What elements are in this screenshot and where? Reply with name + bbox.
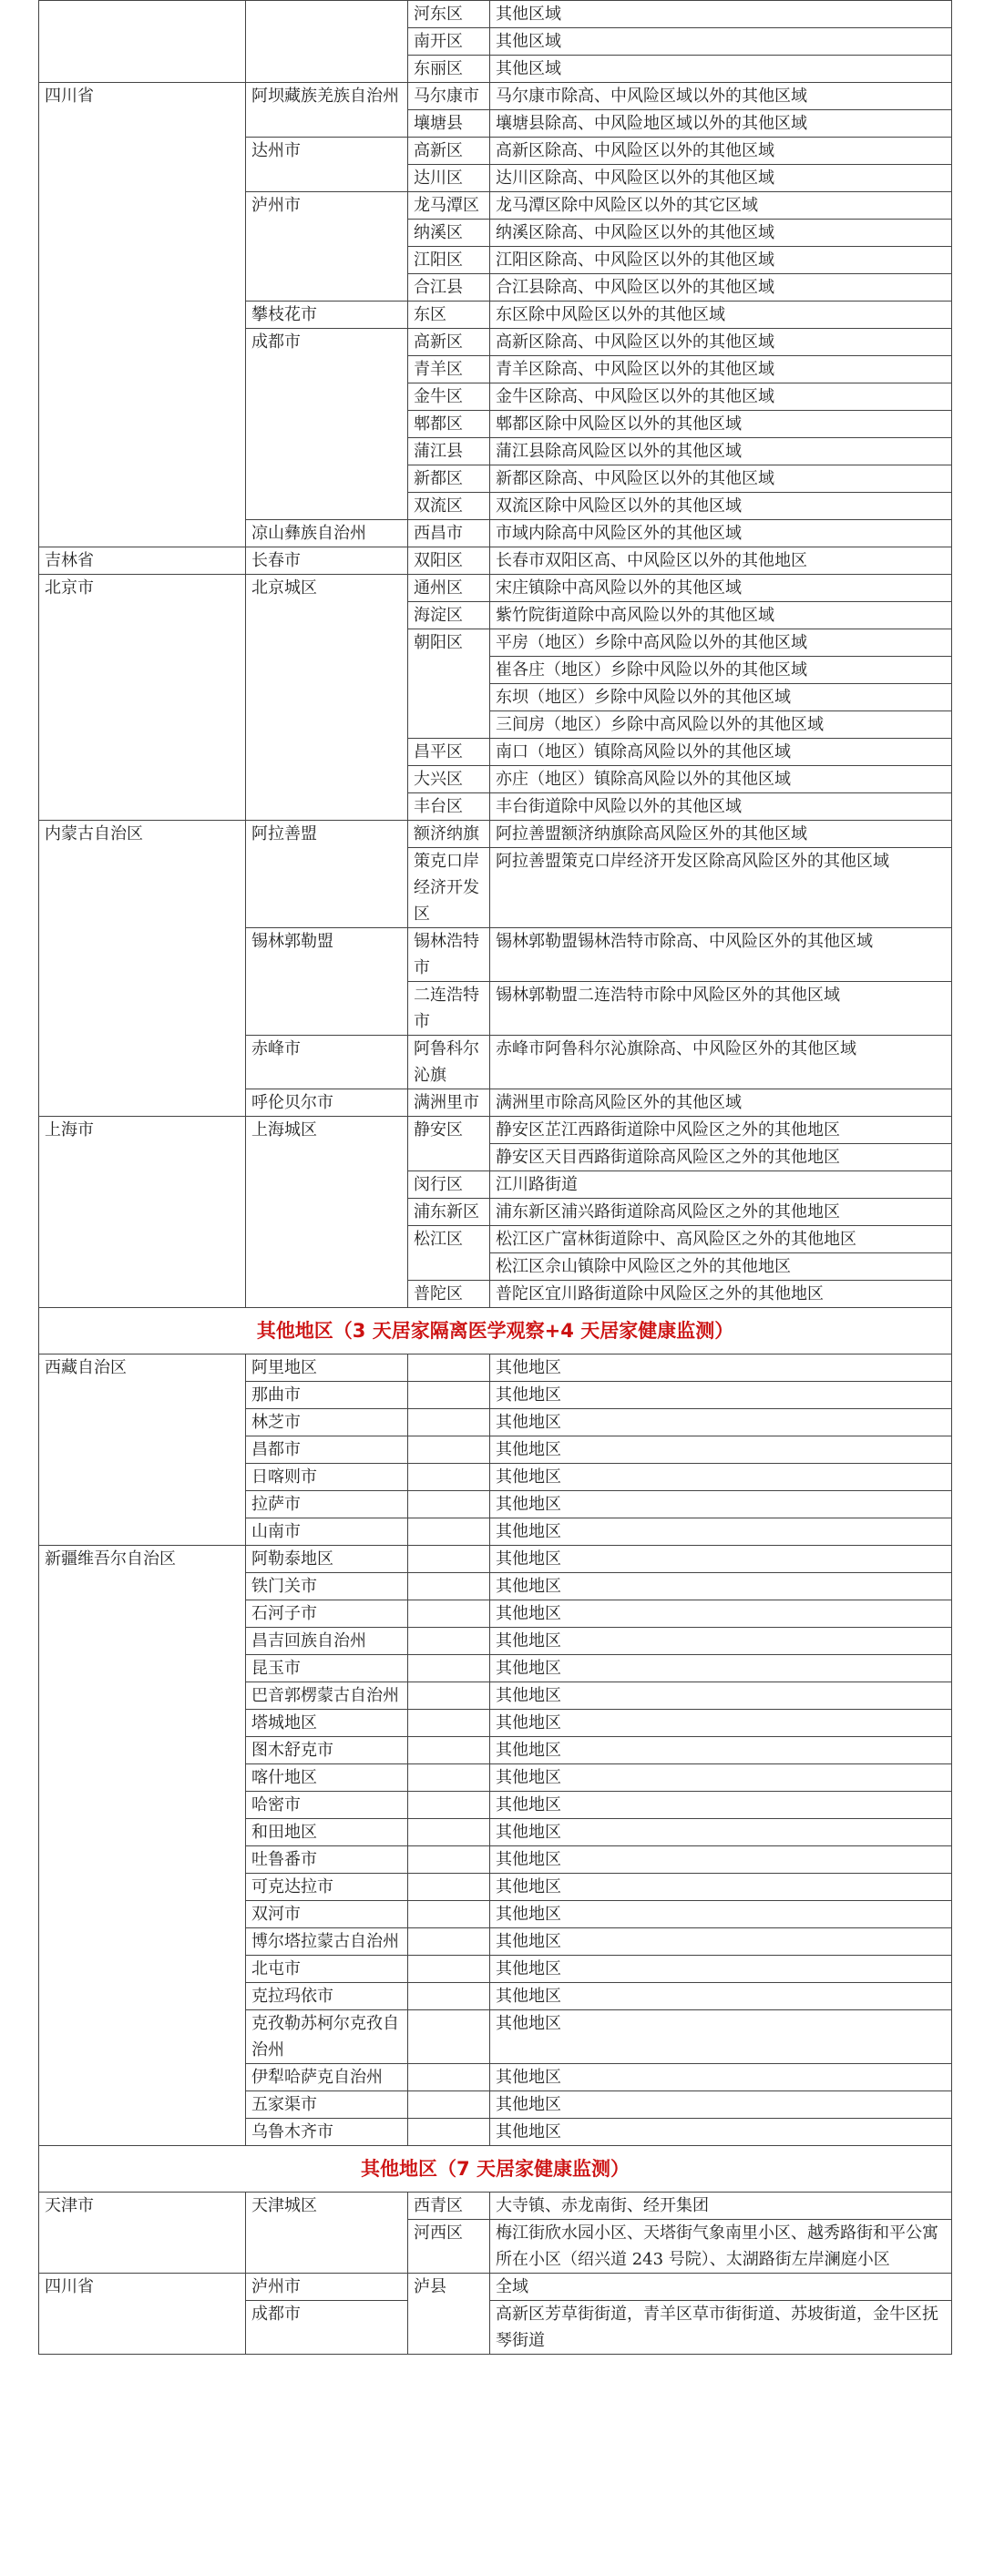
table-row — [39, 1546, 952, 1573]
district-cell: 江阳区 — [408, 247, 490, 274]
table-row — [39, 2274, 952, 2301]
city-cell: 铁门关市 — [246, 1573, 408, 1600]
area-description-cell: 梅江街欣水园小区、天塔街气象南里小区、越秀路街和平公寓所在小区（绍兴道 243 号院）、太湖路街左岸澜庭小区 — [490, 2220, 952, 2274]
table-part-3 — [39, 2193, 952, 2355]
province-cell: 内蒙古自治区 — [39, 821, 246, 1117]
district-cell: 大兴区 — [408, 766, 490, 793]
section-header-2-group — [39, 1308, 952, 1354]
district-cell: 通州区 — [408, 575, 490, 602]
area-description-cell: 普陀区宜川路街道除中风险区之外的其他地区 — [490, 1281, 952, 1308]
area-description-cell: 纳溪区除高、中风险区以外的其他区域 — [490, 220, 952, 247]
area-description-cell: 其他地区 — [490, 1819, 952, 1846]
city-cell: 达州市 — [246, 138, 408, 192]
city-cell: 成都市 — [246, 2301, 408, 2355]
area-description-cell: 丰台街道除中风险以外的其他区域 — [490, 793, 952, 821]
area-description-cell: 其他区域 — [490, 28, 952, 56]
district-cell: 龙马潭区 — [408, 192, 490, 220]
city-cell: 昌吉回族自治州 — [246, 1628, 408, 1655]
area-description-cell: 其他地区 — [490, 1682, 952, 1710]
province-cell: 四川省 — [39, 83, 246, 547]
area-description-cell: 其他地区 — [490, 1546, 952, 1573]
area-description-cell: 其他区域 — [490, 56, 952, 83]
area-description-cell: 高新区除高、中风险区以外的其他区域 — [490, 138, 952, 165]
district-cell — [408, 1600, 490, 1628]
area-description-cell: 赤峰市阿鲁科尔沁旗除高、中风险区外的其他区域 — [490, 1036, 952, 1089]
province-cell: 四川省 — [39, 2274, 246, 2355]
city-cell: 和田地区 — [246, 1819, 408, 1846]
area-description-cell: 其他地区 — [490, 1354, 952, 1382]
district-cell: 壤塘县 — [408, 110, 490, 138]
city-cell: 泸州市 — [246, 192, 408, 302]
region-table — [38, 0, 952, 2355]
district-cell — [408, 1682, 490, 1710]
section-header-row — [39, 1308, 952, 1354]
area-description-cell: 达川区除高、中风险区以外的其他区域 — [490, 165, 952, 192]
area-description-cell: 其他地区 — [490, 1737, 952, 1764]
area-description-cell: 浦东新区浦兴路街道除高风险区之外的其他地区 — [490, 1199, 952, 1226]
district-cell — [408, 1737, 490, 1764]
section-header-7day: 其他地区（7 天居家健康监测） — [39, 2146, 952, 2193]
district-cell — [408, 1846, 490, 1874]
city-cell: 五家渠市 — [246, 2091, 408, 2119]
city-cell: 凉山彝族自治州 — [246, 520, 408, 547]
city-cell: 石河子市 — [246, 1600, 408, 1628]
district-cell: 闵行区 — [408, 1171, 490, 1199]
district-cell — [408, 2091, 490, 2119]
city-cell: 拉萨市 — [246, 1491, 408, 1518]
city-cell: 双河市 — [246, 1901, 408, 1928]
table-row — [39, 1, 952, 28]
area-description-cell: 金牛区除高、中风险区以外的其他区域 — [490, 383, 952, 411]
city-cell: 北京城区 — [246, 575, 408, 821]
district-cell: 蒲江县 — [408, 438, 490, 465]
area-description-cell: 松江区佘山镇除中风险区之外的其他地区 — [490, 1253, 952, 1281]
district-cell: 西昌市 — [408, 520, 490, 547]
city-cell: 吐鲁番市 — [246, 1846, 408, 1874]
city-cell: 克拉玛依市 — [246, 1983, 408, 2010]
area-description-cell: 其他地区 — [490, 1846, 952, 1874]
area-description-cell: 其他地区 — [490, 1764, 952, 1792]
area-description-cell: 其他地区 — [490, 2064, 952, 2091]
district-cell — [408, 1983, 490, 2010]
area-description-cell: 其他地区 — [490, 1628, 952, 1655]
district-cell: 阿鲁科尔沁旗 — [408, 1036, 490, 1089]
area-description-cell: 宋庄镇除中高风险以外的其他区域 — [490, 575, 952, 602]
province-cell: 西藏自治区 — [39, 1354, 246, 1546]
city-cell: 北屯市 — [246, 1956, 408, 1983]
district-cell: 锡林浩特市 — [408, 928, 490, 982]
area-description-cell: 静安区芷江西路街道除中风险区之外的其他地区 — [490, 1117, 952, 1144]
area-description-cell: 其他地区 — [490, 2119, 952, 2146]
district-cell — [408, 1382, 490, 1409]
city-cell: 喀什地区 — [246, 1764, 408, 1792]
document-page — [38, 0, 951, 2355]
table-row — [39, 575, 952, 602]
city-cell: 博尔塔拉蒙古自治州 — [246, 1928, 408, 1956]
district-cell — [408, 1792, 490, 1819]
city-cell: 阿里地区 — [246, 1354, 408, 1382]
district-cell: 合江县 — [408, 274, 490, 302]
city-cell: 可克达拉市 — [246, 1874, 408, 1901]
district-cell: 东丽区 — [408, 56, 490, 83]
city-cell: 图木舒克市 — [246, 1737, 408, 1764]
district-cell: 东区 — [408, 302, 490, 329]
area-description-cell: 其他地区 — [490, 1518, 952, 1546]
area-description-cell: 紫竹院街道除中高风险以外的其他区域 — [490, 602, 952, 629]
area-description-cell: 蒲江县除高风险区以外的其他区域 — [490, 438, 952, 465]
city-cell: 呼伦贝尔市 — [246, 1089, 408, 1117]
section-header-row — [39, 2146, 952, 2193]
area-description-cell: 其他地区 — [490, 1874, 952, 1901]
district-cell: 静安区 — [408, 1117, 490, 1171]
district-cell — [408, 1409, 490, 1436]
area-description-cell: 南口（地区）镇除高风险以外的其他区域 — [490, 739, 952, 766]
area-description-cell: 市域内除高中风险区外的其他区域 — [490, 520, 952, 547]
area-description-cell: 高新区除高、中风险区以外的其他区域 — [490, 329, 952, 356]
city-cell: 克孜勒苏柯尔克孜自治州 — [246, 2010, 408, 2064]
area-description-cell: 其他地区 — [490, 1436, 952, 1464]
district-cell — [408, 1956, 490, 1983]
district-cell — [408, 1518, 490, 1546]
area-description-cell: 马尔康市除高、中风险区域以外的其他区域 — [490, 83, 952, 110]
area-description-cell: 江阳区除高、中风险区以外的其他区域 — [490, 247, 952, 274]
area-description-cell: 长春市双阳区高、中风险区以外的其他地区 — [490, 547, 952, 575]
province-cell: 北京市 — [39, 575, 246, 821]
city-cell: 泸州市 — [246, 2274, 408, 2301]
city-cell: 赤峰市 — [246, 1036, 408, 1089]
city-cell: 阿勒泰地区 — [246, 1546, 408, 1573]
district-cell: 青羊区 — [408, 356, 490, 383]
section-header-3day: 其他地区（3 天居家隔离医学观察+4 天居家健康监测） — [39, 1308, 952, 1354]
area-description-cell: 东坝（地区）乡除中风险以外的其他区域 — [490, 684, 952, 711]
city-cell: 巴音郭楞蒙古自治州 — [246, 1682, 408, 1710]
district-cell: 普陀区 — [408, 1281, 490, 1308]
area-description-cell: 阿拉善盟额济纳旗除高风险区外的其他区域 — [490, 821, 952, 848]
district-cell — [408, 1710, 490, 1737]
area-description-cell: 其他地区 — [490, 1491, 952, 1518]
city-cell: 成都市 — [246, 329, 408, 520]
city-cell: 长春市 — [246, 547, 408, 575]
district-cell — [408, 1764, 490, 1792]
area-description-cell: 其他地区 — [490, 2091, 952, 2119]
area-description-cell: 东区除中风险区以外的其他区域 — [490, 302, 952, 329]
area-description-cell: 崔各庄（地区）乡除中风险以外的其他区域 — [490, 657, 952, 684]
district-cell — [408, 1628, 490, 1655]
district-cell — [408, 1655, 490, 1682]
area-description-cell: 平房（地区）乡除中高风险以外的其他区域 — [490, 629, 952, 657]
district-cell: 满洲里市 — [408, 1089, 490, 1117]
district-cell: 二连浩特市 — [408, 982, 490, 1036]
table-row — [39, 2193, 952, 2220]
city-cell: 乌鲁木齐市 — [246, 2119, 408, 2146]
district-cell: 策克口岸经济开发区 — [408, 848, 490, 928]
table-row — [39, 83, 952, 110]
area-description-cell: 静安区天目西路街道除高风险区之外的其他地区 — [490, 1144, 952, 1171]
area-description-cell: 双流区除中风险区以外的其他区域 — [490, 493, 952, 520]
area-description-cell: 合江县除高、中风险区以外的其他区域 — [490, 274, 952, 302]
area-description-cell: 郫都区除中风险区以外的其他区域 — [490, 411, 952, 438]
district-cell: 西青区 — [408, 2193, 490, 2220]
district-cell: 河东区 — [408, 1, 490, 28]
area-description-cell: 高新区芳草街街道，青羊区草市街街道、苏坡街道，金牛区抚琴街道 — [490, 2301, 952, 2355]
district-cell — [408, 1464, 490, 1491]
table-row — [39, 821, 952, 848]
district-cell: 高新区 — [408, 138, 490, 165]
city-cell: 昆玉市 — [246, 1655, 408, 1682]
area-description-cell: 其他地区 — [490, 1983, 952, 2010]
province-cell: 吉林省 — [39, 547, 246, 575]
area-description-cell: 其他地区 — [490, 1956, 952, 1983]
district-cell — [408, 1436, 490, 1464]
district-cell — [408, 2064, 490, 2091]
area-description-cell: 锡林郭勒盟二连浩特市除中风险区外的其他区域 — [490, 982, 952, 1036]
area-description-cell: 其他地区 — [490, 2010, 952, 2064]
area-description-cell: 满洲里市除高风险区外的其他区域 — [490, 1089, 952, 1117]
city-cell: 攀枝花市 — [246, 302, 408, 329]
province-cell — [39, 1, 246, 83]
city-cell: 林芝市 — [246, 1409, 408, 1436]
district-cell: 高新区 — [408, 329, 490, 356]
area-description-cell: 其他地区 — [490, 1655, 952, 1682]
province-cell: 天津市 — [39, 2193, 246, 2274]
district-cell — [408, 1874, 490, 1901]
area-description-cell: 其他地区 — [490, 1600, 952, 1628]
district-cell: 丰台区 — [408, 793, 490, 821]
city-cell: 塔城地区 — [246, 1710, 408, 1737]
province-cell: 新疆维吾尔自治区 — [39, 1546, 246, 2146]
area-description-cell: 其他地区 — [490, 1573, 952, 1600]
city-cell: 阿拉善盟 — [246, 821, 408, 928]
area-description-cell: 其他区域 — [490, 1, 952, 28]
table-row — [39, 1117, 952, 1144]
district-cell: 达川区 — [408, 165, 490, 192]
district-cell: 朝阳区 — [408, 629, 490, 739]
city-cell: 昌都市 — [246, 1436, 408, 1464]
table-part-2 — [39, 1354, 952, 2146]
district-cell — [408, 1354, 490, 1382]
area-description-cell: 其他地区 — [490, 1901, 952, 1928]
district-cell: 浦东新区 — [408, 1199, 490, 1226]
table-row — [39, 547, 952, 575]
district-cell — [408, 2010, 490, 2064]
city-cell: 天津城区 — [246, 2193, 408, 2274]
area-description-cell: 大寺镇、赤龙南街、经开集团 — [490, 2193, 952, 2220]
area-description-cell: 其他地区 — [490, 1710, 952, 1737]
table-part-1 — [39, 1, 952, 1308]
district-cell — [408, 1573, 490, 1600]
area-description-cell: 其他地区 — [490, 1928, 952, 1956]
area-description-cell: 其他地区 — [490, 1382, 952, 1409]
city-cell: 锡林郭勒盟 — [246, 928, 408, 1036]
district-cell: 泸县 — [408, 2274, 490, 2355]
area-description-cell: 其他地区 — [490, 1792, 952, 1819]
district-cell: 昌平区 — [408, 739, 490, 766]
area-description-cell: 壤塘县除高、中风险地区域以外的其他区域 — [490, 110, 952, 138]
district-cell — [408, 1819, 490, 1846]
district-cell: 金牛区 — [408, 383, 490, 411]
city-cell: 伊犁哈萨克自治州 — [246, 2064, 408, 2091]
city-cell: 日喀则市 — [246, 1464, 408, 1491]
city-cell: 山南市 — [246, 1518, 408, 1546]
district-cell: 马尔康市 — [408, 83, 490, 110]
section-header-3-group — [39, 2146, 952, 2193]
area-description-cell: 全域 — [490, 2274, 952, 2301]
district-cell — [408, 2119, 490, 2146]
district-cell: 河西区 — [408, 2220, 490, 2274]
district-cell: 双阳区 — [408, 547, 490, 575]
area-description-cell: 三间房（地区）乡除中高风险以外的其他区域 — [490, 711, 952, 739]
area-description-cell: 松江区广富林街道除中、高风险区之外的其他地区 — [490, 1226, 952, 1253]
city-cell: 那曲市 — [246, 1382, 408, 1409]
district-cell: 新都区 — [408, 465, 490, 493]
district-cell — [408, 1901, 490, 1928]
district-cell — [408, 1491, 490, 1518]
area-description-cell: 龙马潭区除中风险区以外的其它区域 — [490, 192, 952, 220]
district-cell: 额济纳旗 — [408, 821, 490, 848]
area-description-cell: 江川路街道 — [490, 1171, 952, 1199]
city-cell — [246, 1, 408, 83]
district-cell — [408, 1546, 490, 1573]
district-cell: 松江区 — [408, 1226, 490, 1281]
district-cell: 南开区 — [408, 28, 490, 56]
area-description-cell: 亦庄（地区）镇除高风险以外的其他区域 — [490, 766, 952, 793]
district-cell: 郫都区 — [408, 411, 490, 438]
area-description-cell: 新都区除高、中风险区以外的其他区域 — [490, 465, 952, 493]
area-description-cell: 青羊区除高、中风险区以外的其他区域 — [490, 356, 952, 383]
district-cell — [408, 1928, 490, 1956]
table-row — [39, 1354, 952, 1382]
district-cell: 纳溪区 — [408, 220, 490, 247]
area-description-cell: 阿拉善盟策克口岸经济开发区除高风险区外的其他区域 — [490, 848, 952, 928]
district-cell: 海淀区 — [408, 602, 490, 629]
province-cell: 上海市 — [39, 1117, 246, 1308]
city-cell: 阿坝藏族羌族自治州 — [246, 83, 408, 138]
area-description-cell: 锡林郭勒盟锡林浩特市除高、中风险区外的其他区域 — [490, 928, 952, 982]
city-cell: 上海城区 — [246, 1117, 408, 1308]
district-cell: 双流区 — [408, 493, 490, 520]
area-description-cell: 其他地区 — [490, 1409, 952, 1436]
area-description-cell: 其他地区 — [490, 1464, 952, 1491]
city-cell: 哈密市 — [246, 1792, 408, 1819]
